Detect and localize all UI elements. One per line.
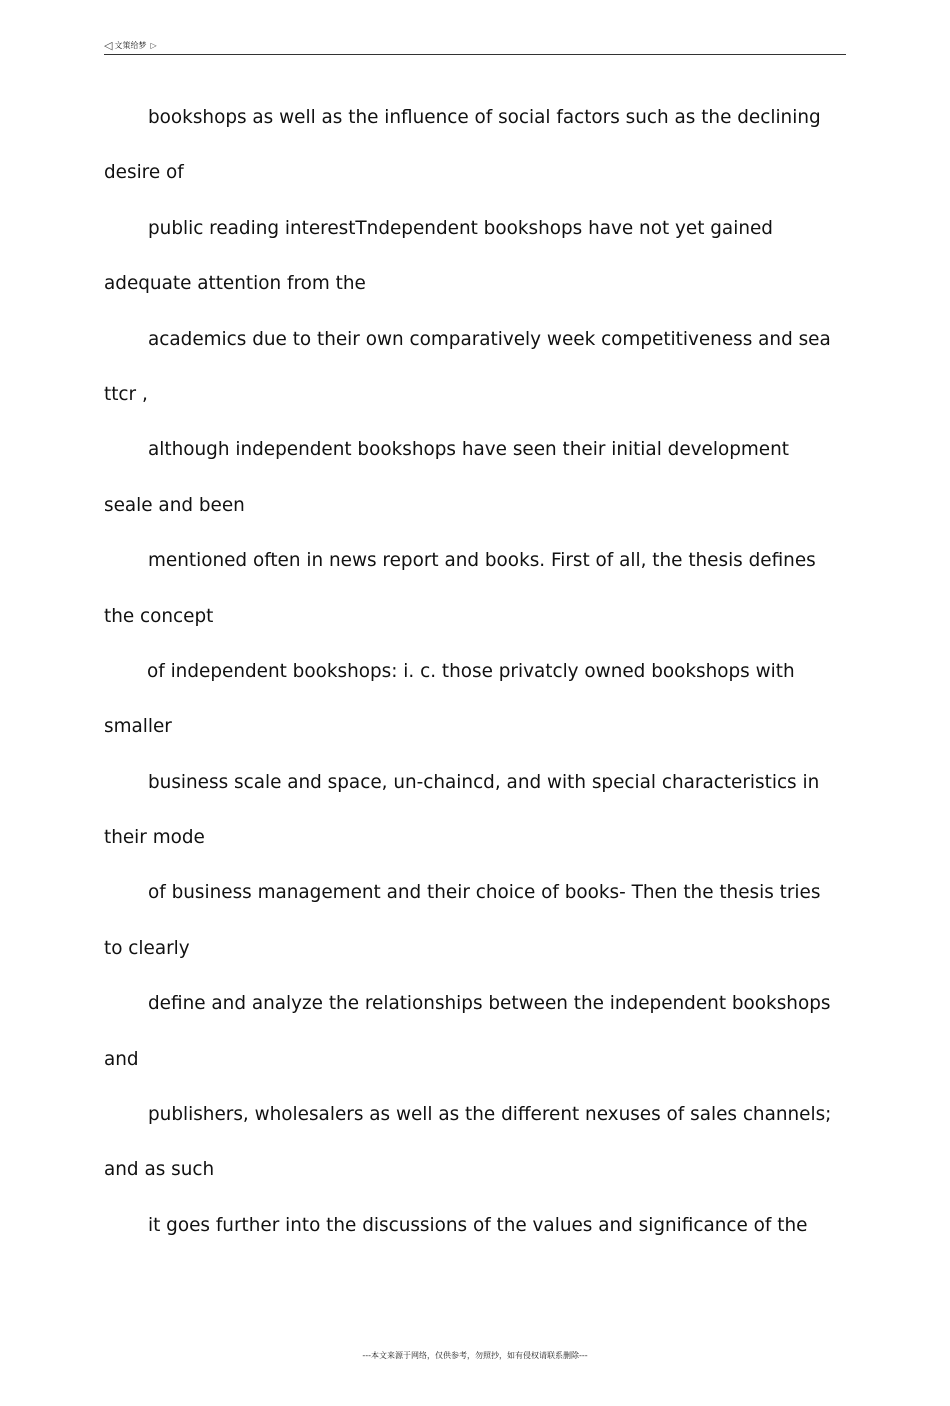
text-line: their mode (104, 827, 205, 849)
text-line: seale and been (104, 494, 245, 516)
text-line: academics due to their own comparatively week competitiveness and sea (148, 328, 831, 350)
text-line: the concept (104, 605, 214, 627)
text-line: although independent bookshops have seen their initial development (148, 439, 789, 461)
text-line: to clearly (104, 937, 190, 959)
right-triangle-icon: ▷ (150, 41, 157, 50)
text-line: smaller (104, 716, 172, 738)
text-line: of business management and their choice of books- Then the thesis tries (148, 882, 821, 904)
text-line: define and analyze the relationships between the independent bookshops (148, 993, 831, 1015)
text-line: ttcr , (104, 383, 148, 405)
page-footer: ---本文来源于网络，仅供参考，勿照抄，如有侵权请联系删除--- (362, 1351, 588, 1360)
text-line: publishers, wholesalers as well as the different nexuses of sales channels; (148, 1104, 832, 1126)
text-line: and as such (104, 1159, 215, 1181)
text-line: public reading interestTndependent bookshops have not yet gained (148, 217, 773, 239)
text-line: desire of (104, 162, 184, 184)
text-line: and (104, 1048, 139, 1070)
left-triangle-icon: ◁ (104, 39, 113, 52)
text-line: it goes further into the discussions of the values and significance of the (148, 1214, 808, 1236)
text-line: business scale and space, un-chaincd, and with special characteristics in (148, 771, 820, 793)
header-title: 文策给梦 (114, 41, 147, 50)
text-line: of independent bookshops: i. c. those privatcly owned bookshops with (147, 660, 795, 682)
page-header (104, 40, 846, 55)
text-line: mentioned often in news report and books. First of all, the thesis defines (148, 550, 816, 572)
text-line: adequate attention from the (104, 273, 366, 295)
document-body (104, 100, 850, 1263)
text-line: bookshops as well as the influence of social factors such as the declining (148, 107, 821, 128)
